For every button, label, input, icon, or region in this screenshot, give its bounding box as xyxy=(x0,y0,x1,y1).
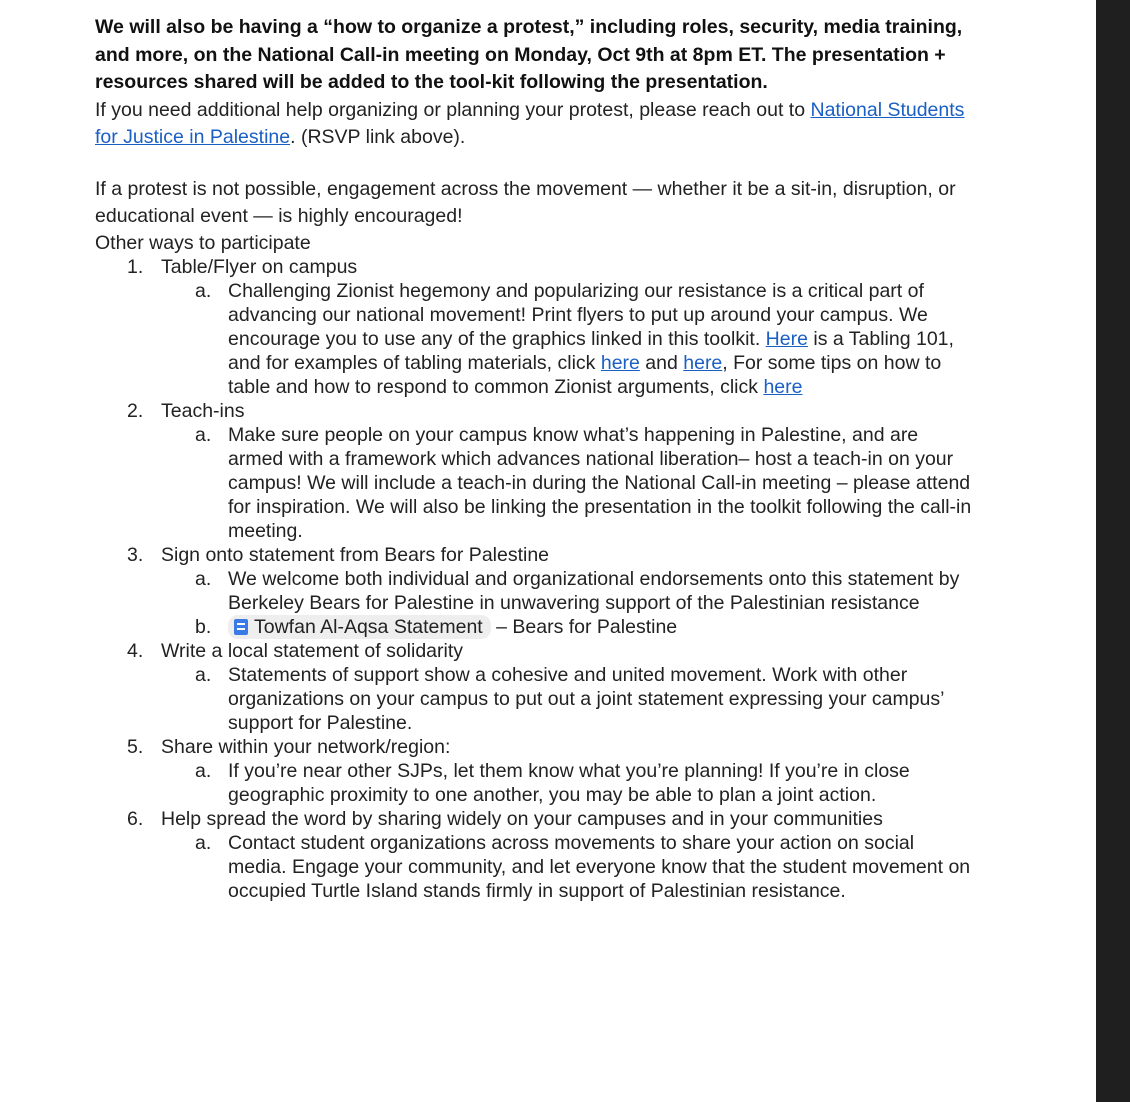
list-item xyxy=(95,807,975,903)
sub-text: Challenging Zionist hegemony and popularizing our resistance is a critical part of advancing our national movement! Print flyers to put up around your campus. We encourage you to use any of the graphics linked in this toolkit. xyxy=(228,279,928,350)
sub-text: and xyxy=(639,351,684,374)
list-item xyxy=(95,735,975,807)
sub-list xyxy=(161,423,975,543)
sub-text: If you’re near other SJPs, let them know what you’re planning! If you’re in close geographic proximity to one another, you may be able to plan a joint action. xyxy=(228,759,910,806)
item-number: 2. xyxy=(127,399,144,422)
item-title: Sign onto statement from Bears for Palestine xyxy=(161,543,550,566)
list-item xyxy=(95,639,975,735)
sub-item xyxy=(95,423,975,543)
sub-list xyxy=(161,759,975,807)
item-title: Help spread the word by sharing widely on your campuses and in your communities xyxy=(161,807,883,830)
sub-text: We welcome both individual and organizational endorsements onto this statement by Berkeley Bears for Palestine in unwavering support of the Palestinian resistance xyxy=(228,567,960,614)
paragraph-gap xyxy=(95,152,975,176)
help-text-2: . (RSVP link above). xyxy=(290,126,466,148)
ways-heading: Other ways to participate xyxy=(95,231,311,254)
sub-text: , For some tips on how to table and how to respond to common Zionist arguments, click xyxy=(228,351,942,398)
item-number: 1. xyxy=(127,255,144,278)
item-title: Share within your network/region: xyxy=(161,735,451,758)
item-number: 4. xyxy=(127,639,144,662)
item-number: 6. xyxy=(127,807,144,830)
sub-item xyxy=(95,567,975,615)
sub-text: is a Tabling 101, and for examples of tabling materials, click xyxy=(228,327,954,374)
alternative-paragraph: If a protest is not possible, engagement across the movement — whether it be a sit-in, disruption, or educational event — is highly encouraged! xyxy=(95,177,956,227)
sub-item xyxy=(95,615,975,639)
sub-letter: a. xyxy=(195,567,212,590)
tabling-materials-link-2[interactable]: here xyxy=(683,351,723,374)
sub-letter: a. xyxy=(195,663,212,686)
help-paragraph xyxy=(95,97,975,152)
sub-letter: a. xyxy=(195,423,212,446)
tabling-101-link[interactable]: Here xyxy=(765,327,808,350)
sub-list xyxy=(161,279,975,399)
tabling-tips-link[interactable]: here xyxy=(763,375,803,398)
document-body xyxy=(95,14,975,903)
sub-letter: b. xyxy=(195,615,212,638)
sub-list xyxy=(161,663,975,735)
item-title: Write a local statement of solidarity xyxy=(161,639,464,662)
list-item xyxy=(95,543,975,639)
tabling-materials-link-1[interactable]: here xyxy=(600,351,640,374)
sub-letter: a. xyxy=(195,279,212,302)
sub-list xyxy=(161,831,975,903)
sub-item xyxy=(95,663,975,735)
sub-text: Statements of support show a cohesive and united movement. Work with other organizations on your campus to put out a joint statement expressing your campus’ support for Palestine. xyxy=(228,663,944,734)
sub-item xyxy=(95,831,975,903)
intro-bold-paragraph: We will also be having a “how to organize a protest,” including roles, security, media training, and more, on the National Call-in meeting on Monday, Oct 9th at 8pm ET. The presentation + resources shared will be added to the tool-kit following the presentation. xyxy=(95,16,963,93)
sub-letter: a. xyxy=(195,831,212,854)
document-icon xyxy=(234,619,248,635)
scrollbar[interactable] xyxy=(1096,0,1130,1102)
list-item xyxy=(95,399,975,543)
chip-suffix: – Bears for Palestine xyxy=(490,615,678,638)
statement-doc-chip[interactable] xyxy=(228,615,491,639)
nsjp-link[interactable]: National Students for Justice in Palestine xyxy=(95,98,965,148)
item-number: 5. xyxy=(127,735,144,758)
item-number: 3. xyxy=(127,543,144,566)
sub-item xyxy=(95,759,975,807)
sub-text: Make sure people on your campus know what’s happening in Palestine, and are armed with a framework which advances national liberation– host a teach-in on your campus! We will include a teach-in during the National Call-in meeting – please attend for inspiration. We will also be linking the presentation in the toolkit following the call-in meeting. xyxy=(228,423,972,542)
sub-item xyxy=(95,279,975,399)
sub-list xyxy=(161,567,975,639)
item-title: Teach-ins xyxy=(161,399,245,422)
sub-text: Contact student organizations across movements to share your action on social media. Engage your community, and let everyone know that the student movement on occupied Turtle Island stands firmly in support of Palestinian resistance. xyxy=(228,831,971,902)
participation-list xyxy=(95,255,975,903)
item-title: Table/Flyer on campus xyxy=(161,255,358,278)
sub-letter: a. xyxy=(195,759,212,782)
help-text-1: If you need additional help organizing or planning your protest, please reach out to xyxy=(95,98,811,121)
chip-label: Towfan Al-Aqsa Statement xyxy=(254,615,483,638)
list-item xyxy=(95,255,975,399)
